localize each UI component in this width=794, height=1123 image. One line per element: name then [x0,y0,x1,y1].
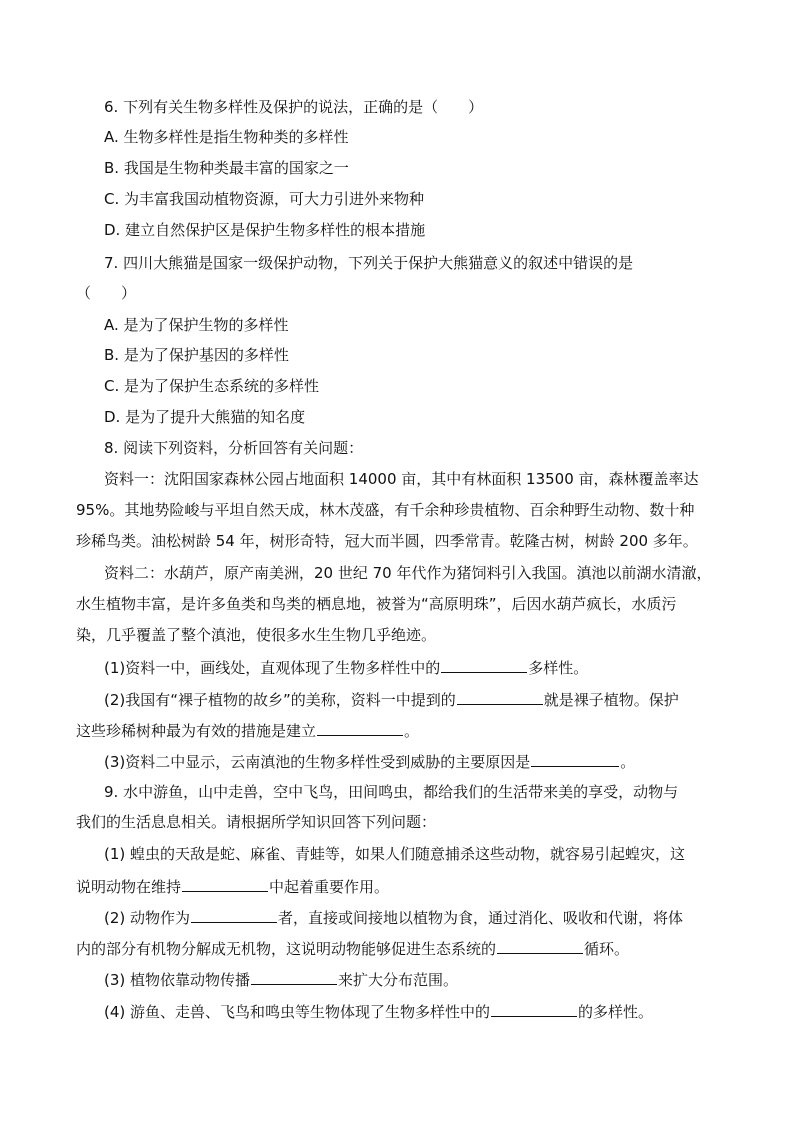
answer-blank[interactable] [182,873,268,892]
q8-sub1-text: (1)资料一中，画线处，直观体现了生物多样性中的 [104,659,441,677]
q6-option-b: B. 我国是生物种类最丰富的国家之一 [104,159,349,177]
q8-sub2-text: 就是裸子植物。保护 [543,691,679,709]
q8-sub2 [0,686,794,710]
q8-sub2-text: (2)我国有“裸子植物的故乡”的美称，资料一中提到的 [104,691,456,709]
q8-material2-line: 染，几乎覆盖了整个滇池，使很多水生生物几乎绝迹。 [76,626,437,644]
answer-blank[interactable] [191,904,277,923]
q9-stem-cont: 我们的生活息息相关。请根据所学知识回答下列问题： [76,813,437,831]
answer-blank[interactable] [531,748,619,767]
q8-sub3 [0,748,794,772]
q8-sub3-text: (3)资料二中显示，云南滇池的生物多样性受到威胁的主要原因是 [104,753,531,771]
answer-blank[interactable] [317,717,403,736]
q9-sub3-text: (3) 植物依靠动物传播 [104,971,251,989]
answer-blank[interactable] [251,966,337,985]
q9-sub3-text: 来扩大分布范围。 [338,971,459,989]
q7-option-a: A. 是为了保护生物的多样性 [104,316,289,334]
q9-sub4-text: (4) 游鱼、走兽、飞鸟和鸣虫等生物体现了生物多样性中的 [104,1003,491,1021]
q7-option-c: C. 是为了保护生态系统的多样性 [104,377,320,395]
q8-sub2-cont [0,717,794,741]
q9-sub3 [0,966,794,990]
q6-option-a: A. 生物多样性是指生物种类的多样性 [104,128,349,146]
q9-sub1-text: 中起着重要作用。 [269,878,390,896]
answer-blank[interactable] [491,998,577,1017]
q7-option-d: D. 是为了提升大熊猫的知名度 [104,408,306,426]
q8-sub3-text: 。 [620,753,636,771]
q9-sub1-cont [0,873,794,897]
q8-sub2-text: 。 [404,722,420,740]
answer-blank[interactable] [441,654,527,673]
q9-sub2-text: 循环。 [584,940,630,958]
q9-sub2-text: (2) 动物作为 [104,909,191,927]
answer-blank[interactable] [457,686,543,705]
q8-material1-line: 资料一：沈阳国家森林公园占地面积 14000 亩，其中有林面积 13500 亩，森林覆盖率达 [104,470,699,488]
q8-sub1 [0,654,794,678]
answer-blank[interactable] [497,935,583,954]
q9-sub2-cont [0,935,794,959]
q9-sub1: (1) 蝗虫的天敌是蛇、麻雀、青蛙等，如果人们随意捕杀这些动物，就容易引起蝗灾，这 [104,845,686,863]
q9-stem: 9. 水中游鱼，山中走兽，空中飞鸟，田间鸣虫，都给我们的生活带来美的享受，动物与 [104,783,679,801]
q8-material1-line: 95%。其地势险峻与平坦自然天成，林木茂盛，有千余种珍贵植物、百余种野生动物、数十种 [76,501,695,519]
q6-option-d: D. 建立自然保护区是保护生物多样性的根本措施 [104,221,426,239]
q8-material1-line: 珍稀鸟类。油松树龄 54 年，树形奇特，冠大而半圆，四季常青。乾隆古树，树龄 200 多年。 [76,532,698,550]
q7-stem: 7. 四川大熊猫是国家一级保护动物，下列关于保护大熊猫意义的叙述中错误的是 [104,254,634,272]
q9-sub2-text: 内的部分有机物分解成无机物，这说明动物能够促进生态系统的 [76,940,497,958]
q9-sub2 [0,904,794,928]
q9-sub4 [0,998,794,1022]
q6-option-c: C. 为丰富我国动植物资源，可大力引进外来物种 [104,190,425,208]
q9-sub1-text: 说明动物在维持 [76,878,182,896]
q7-option-b: B. 是为了保护基因的多样性 [104,346,289,364]
q8-material2-line: 水生植物丰富，是许多鱼类和鸟类的栖息地，被誉为“高原明珠”，后因水葫芦疯长，水质污 [76,595,677,613]
q8-sub2-text: 这些珍稀树种最为有效的措施是建立 [76,722,317,740]
q8-stem: 8. 阅读下列资料，分析回答有关问题： [104,439,364,457]
q8-material2-line: 资料二：水葫芦，原产南美洲，20 世纪 70 年代作为猪饲料引入我国。滇池以前湖水清澈， [104,564,712,582]
q8-sub1-text: 多样性。 [528,659,589,677]
q7-stem-cont: （ ） [76,284,137,302]
q9-sub2-text: 者，直接或间接地以植物为食，通过消化、吸收和代谢，将体 [278,909,684,927]
q6-stem: 6. 下列有关生物多样性及保护的说法，正确的是（ ） [104,98,484,116]
q9-sub4-text: 的多样性。 [578,1003,654,1021]
